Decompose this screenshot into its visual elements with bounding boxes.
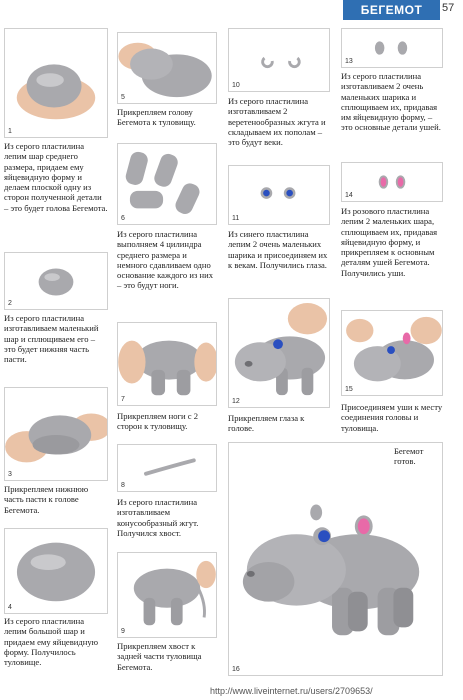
step-8-caption: Из серого пластилина изготавливаем конусообразный жгут. Получился хвост.: [117, 497, 199, 538]
small-flat-ball-image: [5, 253, 107, 309]
eyelids-image: [229, 29, 329, 91]
step-number: 14: [345, 192, 353, 199]
step-number: 1: [8, 128, 12, 135]
step-number: 15: [345, 386, 353, 393]
step-number: 3: [8, 471, 12, 478]
step-number: 16: [232, 666, 240, 673]
step-4-caption: Из серого пластилина лепим большой шар и придаем ему яйцевидную форму. Получилось туловище.: [4, 616, 99, 668]
step-9-photo: [117, 552, 217, 638]
step-5-caption: Прикрепляем голову Бегемота к туловищу.: [117, 107, 196, 128]
step-12-caption: Прикрепляем глаза к голове.: [228, 413, 305, 434]
step-1-caption: Из серого пластилина лепим шар среднего размера, придаем ему яйцевидную форму и делаем плоской одну из сторон полученной детали – это будет голова Бегемота.: [4, 141, 108, 213]
step-9-caption: Прикрепляем хвост к задней части туловища Бегемота.: [117, 641, 202, 672]
step-15-caption: Присоединяем уши к месту соединения головы и туловища.: [341, 402, 443, 433]
four-cylinders-image: [118, 144, 216, 224]
tail-rope-image: [118, 445, 216, 491]
step-number: 10: [232, 82, 240, 89]
step-number: 12: [232, 398, 240, 405]
step-14-caption: Из розового пластилина лепим 2 маленьких шара, сплющиваем их, придавая яйцевидную форму, и прикрепляем к основным деталям ушей Бегемота. Получились уши.: [341, 206, 438, 278]
step-number: 2: [8, 300, 12, 307]
attaching-legs-image: [118, 323, 216, 405]
step-12-photo: [228, 298, 330, 408]
step-7-photo: [117, 322, 217, 406]
step-16-photo: [228, 442, 443, 676]
step-number: 8: [121, 482, 125, 489]
step-number: 5: [121, 94, 125, 101]
step-11-caption: Из синего пластилина лепим 2 очень маленьких шарика и присоединяем их к векам. Получились глаза.: [228, 229, 328, 270]
step-11-photo: [228, 165, 330, 225]
step-5-photo: [117, 32, 217, 104]
attaching-tail-image: [118, 553, 216, 637]
head-on-body-image: [118, 33, 216, 103]
step-3-caption: Прикрепляем нижнюю часть пасти к голове Бегемота.: [4, 484, 89, 515]
attaching-eyes-image: [229, 299, 329, 407]
step-10-caption: Из серого пластилина изготавливаем 2 веретенообразных жгута и складываем их пополам – это будут веки.: [228, 96, 326, 148]
step-number: 4: [8, 604, 12, 611]
step-10-photo: [228, 28, 330, 92]
pink-ears-image: [342, 163, 442, 201]
step-14-photo: [341, 162, 443, 202]
step-number: 9: [121, 628, 125, 635]
step-number: 6: [121, 215, 125, 222]
step-1-photo: [4, 28, 108, 138]
attaching-ears-image: [342, 311, 442, 395]
step-4-photo: [4, 528, 108, 614]
step-13-caption: Из серого пластилина изготавливаем 2 очень маленьких шарика и сплющиваем их, придавая им яйцевидную форму, – это основные детали ушей.: [341, 71, 441, 133]
large-egg-ball-image: [5, 529, 107, 613]
step-13-photo: [341, 28, 443, 68]
final-caption: Бегемот готов.: [394, 446, 424, 467]
page-number: 57: [442, 2, 455, 14]
step-number: 7: [121, 396, 125, 403]
step-number: 13: [345, 58, 353, 65]
step-3-photo: [4, 387, 108, 481]
hands-shaping-ball-image: [5, 29, 107, 137]
step-15-photo: [341, 310, 443, 396]
step-6-photo: [117, 143, 217, 225]
gray-ear-bases-image: [342, 29, 442, 67]
step-8-photo: [117, 444, 217, 492]
step-number: 11: [232, 215, 240, 222]
step-2-caption: Из серого пластилина изготавливаем маленький шар и сплющиваем его – это будет нижняя часть пасти.: [4, 313, 99, 365]
step-6-caption: Из серого пластилина выполняем 4 цилиндра среднего размера и немного сдавливаем одно основание каждого из них – это будут ноги.: [117, 229, 213, 291]
step-2-photo: [4, 252, 108, 310]
section-title: БЕГЕМОТ: [343, 0, 440, 20]
step-7-caption: Прикрепляем ноги с 2 сторон к туловищу.: [117, 411, 199, 432]
footer-url: http://www.liveinternet.ru/users/2709653/: [210, 686, 373, 696]
finished-hippo-image: [229, 443, 442, 675]
attaching-jaw-image: [5, 388, 107, 480]
eyes-image: [229, 166, 329, 224]
